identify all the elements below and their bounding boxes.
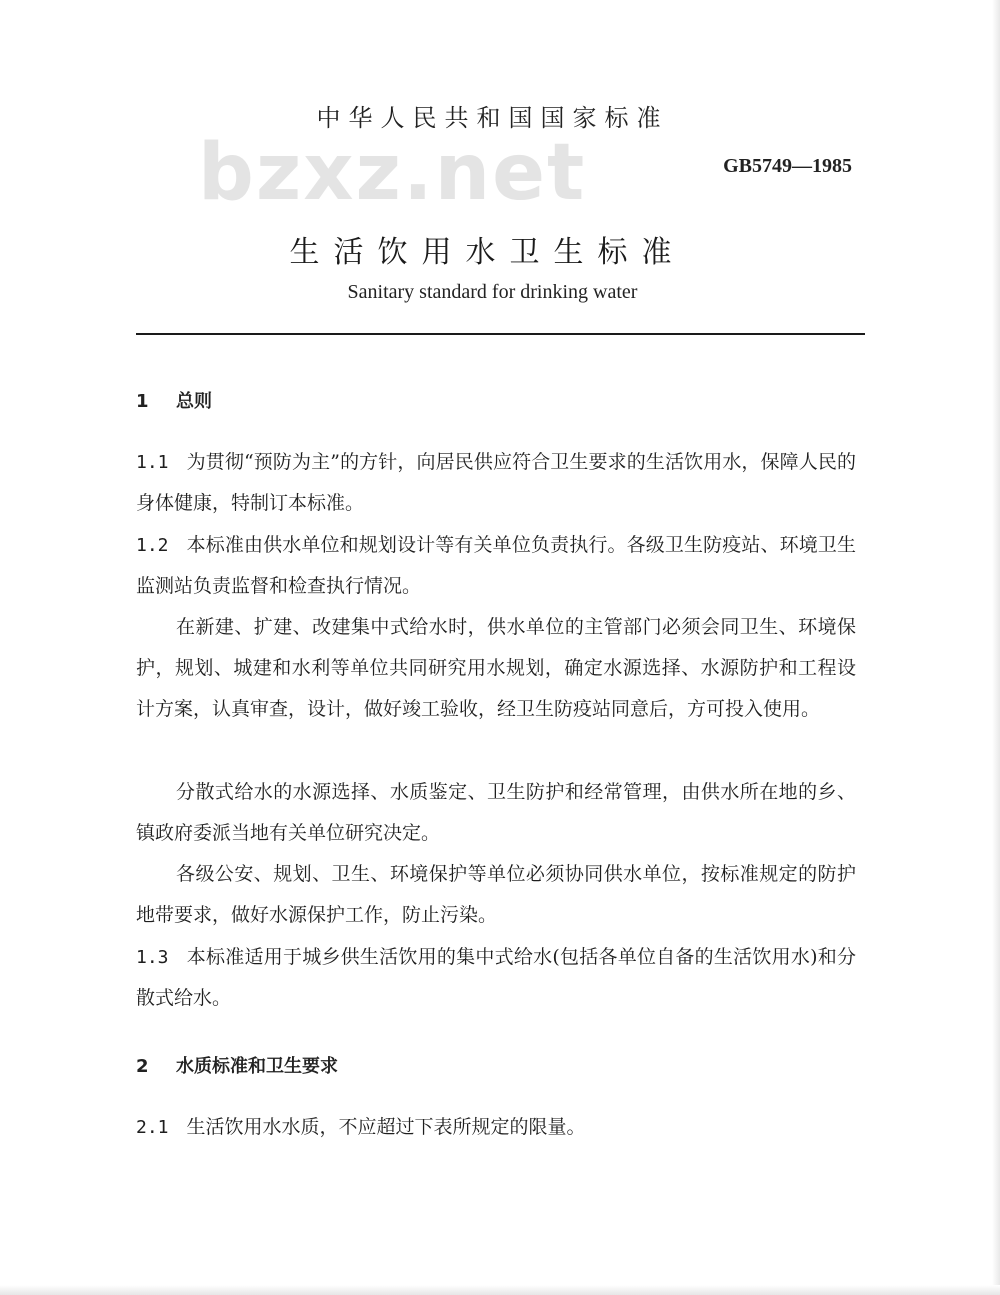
clause-text: 本标准适用于城乡供生活饮用的集中式给水(包括各单位自备的生活饮用水)和分散式给水。 — [136, 946, 856, 1009]
section-title: 水质标准和卫生要求 — [176, 1056, 338, 1077]
section-heading-2 — [136, 1052, 338, 1078]
section-number: 1 — [136, 391, 149, 412]
standard-code: GB5749—1985 — [723, 155, 852, 177]
clause-number: 1.1 — [136, 452, 169, 473]
section-number: 2 — [136, 1056, 149, 1077]
clause-text: 为贯彻“预防为主”的方针，向居民供应符合卫生要求的生活饮用水，保障人民的身体健康，特制订本标准。 — [136, 451, 856, 514]
page-edge-shadow — [992, 0, 1000, 1295]
section-title: 总则 — [176, 391, 212, 412]
page-bottom-shadow — [0, 1285, 1000, 1295]
paragraph-protection: 各级公安、规划、卫生、环境保护等单位必须协同供水单位，按标准规定的防护地带要求，做好水源保护工作，防止污染。 — [136, 863, 856, 926]
document-title-english: Sanitary standard for drinking water — [347, 281, 638, 303]
clause-2-1 — [136, 1107, 856, 1148]
paragraph-dispersed-supply: 分散式给水的水源选择、水质鉴定、卫生防护和经常管理，由供水所在地的乡、镇政府委派当地有关单位研究决定。 — [136, 781, 856, 844]
national-standard-header: 中华人民共和国国家标准 — [316, 104, 669, 132]
document-title: 生活饮用水卫生标准 — [289, 235, 686, 270]
title-divider — [136, 333, 865, 335]
clause-number: 2.1 — [136, 1117, 169, 1138]
clause-1-1 — [136, 442, 856, 524]
clause-number: 1.3 — [136, 947, 169, 968]
section-heading-1 — [136, 387, 212, 413]
clause-text: 生活饮用水水质，不应超过下表所规定的限量。 — [186, 1116, 586, 1138]
paragraph-construction: 在新建、扩建、改建集中式给水时，供水单位的主管部门必须会同卫生、环境保护，规划、城建和水利等单位共同研究用水规划，确定水源选择、水源防护和工程设计方案，认真审查，设计，做好竣工验收，经卫生防疫站同意后，方可投入使用。 — [136, 616, 856, 720]
watermark: bzxz.net — [198, 128, 587, 218]
clause-1-2 — [136, 525, 856, 607]
clause-text: 本标准由供水单位和规划设计等有关单位负责执行。各级卫生防疫站、环境卫生监测站负责监督和检查执行情况。 — [136, 534, 856, 597]
clause-number: 1.2 — [136, 535, 169, 556]
clause-1-3 — [136, 937, 856, 1019]
